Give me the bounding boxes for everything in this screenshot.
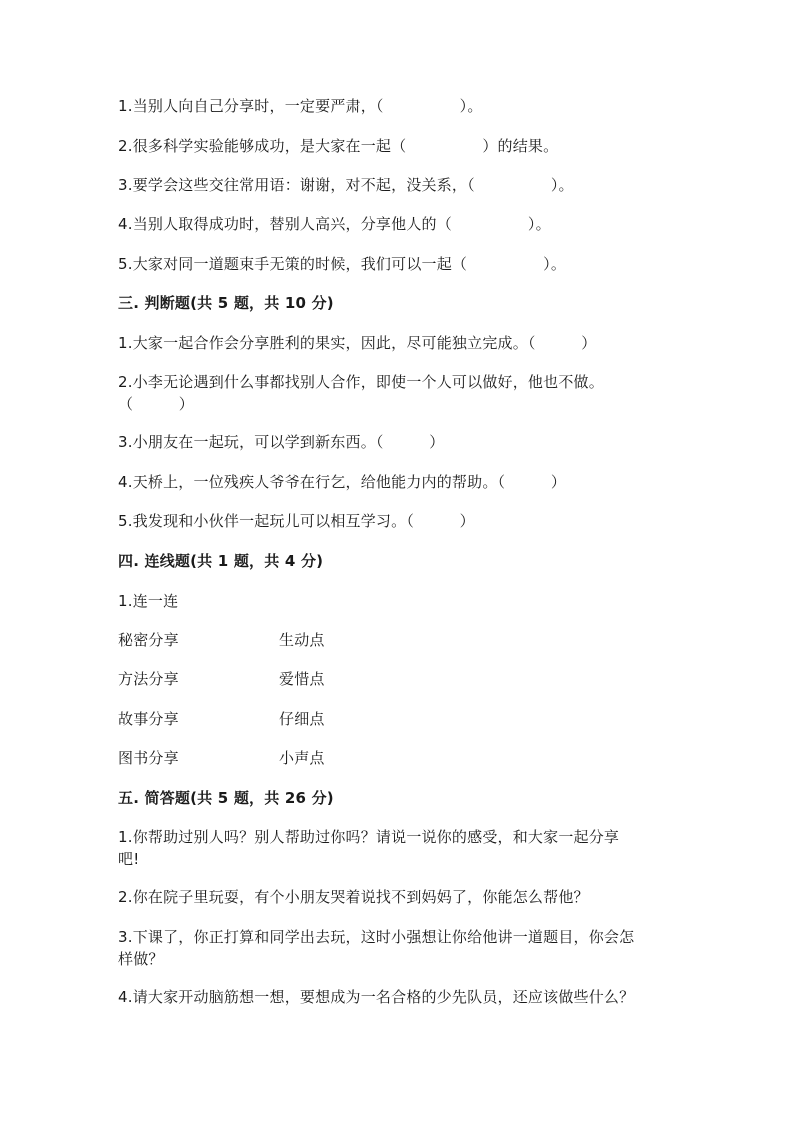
short-answer-4: 4.请大家开动脑筋想一想，要想成为一名合格的少先队员，还应该做些什么？ [118, 988, 635, 1006]
section-4-heading: 四. 连线题(共 1 题，共 4 分) [118, 552, 324, 570]
fill-blank-question-5: 5.大家对同一道题束手无策的时候，我们可以一起（ ）。 [118, 255, 567, 273]
matching-prompt: 1.连一连 [118, 592, 179, 610]
fill-blank-question-3: 3.要学会这些交往常用语：谢谢，对不起，没关系，（ ）。 [118, 176, 574, 194]
short-answer-1-line-1: 1.你帮助过别人吗？别人帮助过你吗？请说一说你的感受，和大家一起分享 [118, 828, 620, 846]
judge-question-3: 3.小朋友在一起玩，可以学到新东西。（ ） [118, 433, 445, 451]
match-right-item-1: 生动点 [279, 631, 325, 649]
short-answer-2: 2.你在院子里玩耍，有个小朋友哭着说找不到妈妈了，你能怎么帮他？ [118, 888, 589, 906]
match-left-item-2: 方法分享 [118, 670, 179, 688]
judge-question-1: 1.大家一起合作会分享胜利的果实，因此，尽可能独立完成。（ ） [118, 334, 597, 352]
match-left-item-1: 秘密分享 [118, 631, 179, 649]
judge-question-4: 4.天桥上，一位残疾人爷爷在行乞，给他能力内的帮助。（ ） [118, 473, 567, 491]
judge-question-2-answer: （ ） [118, 395, 195, 413]
match-right-item-3: 仔细点 [279, 710, 325, 728]
match-right-item-2: 爱惜点 [279, 670, 325, 688]
judge-question-5: 5.我发现和小伙伴一起玩儿可以相互学习。（ ） [118, 512, 475, 530]
short-answer-3-line-2: 样做？ [118, 950, 164, 968]
judge-question-2: 2.小李无论遇到什么事都找别人合作，即使一个人可以做好，他也不做。 [118, 373, 604, 391]
short-answer-1-line-2: 吧! [118, 850, 140, 868]
match-right-item-4: 小声点 [279, 749, 325, 767]
fill-blank-question-4: 4.当别人取得成功时，替别人高兴，分享他人的（ ）。 [118, 215, 551, 233]
section-5-heading: 五. 简答题(共 5 题，共 26 分) [118, 789, 334, 807]
fill-blank-question-1: 1.当别人向自己分享时，一定要严肃，（ ）。 [118, 97, 483, 115]
fill-blank-question-2: 2.很多科学实验能够成功，是大家在一起（ ）的结果。 [118, 137, 559, 155]
section-3-heading: 三. 判断题(共 5 题，共 10 分) [118, 294, 334, 312]
match-left-item-3: 故事分享 [118, 710, 179, 728]
match-left-item-4: 图书分享 [118, 749, 179, 767]
short-answer-3-line-1: 3.下课了，你正打算和同学出去玩，这时小强想让你给他讲一道题目，你会怎 [118, 928, 635, 946]
